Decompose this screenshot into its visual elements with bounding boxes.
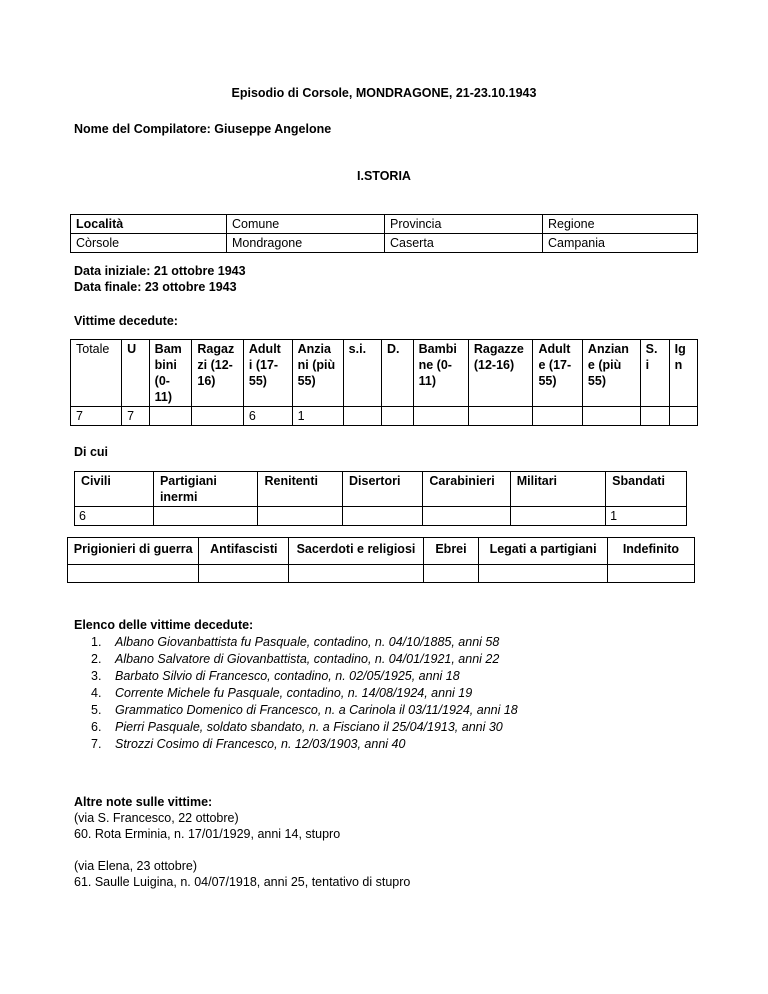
header-line: 55) xyxy=(587,374,606,388)
category2-value-cell xyxy=(199,565,289,583)
header-line: Bam xyxy=(154,342,182,356)
victim-list-item xyxy=(91,736,518,753)
victims-value-cell xyxy=(468,407,533,426)
header-regione: Regione xyxy=(543,215,698,234)
victim-entry: Albano Salvatore di Giovanbattista, contadino, n. 04/01/1921, anni 22 xyxy=(115,652,500,666)
victims-header-cell xyxy=(413,340,468,407)
victim-entry: Barbato Silvio di Francesco, contadino, n. 02/05/1925, anni 18 xyxy=(115,669,460,683)
category2-value-cell xyxy=(607,565,694,583)
victims-header-cell xyxy=(122,340,150,407)
victims-header-cell xyxy=(640,340,669,407)
header-line: n xyxy=(674,358,683,372)
section-title: I.STORIA xyxy=(357,169,411,183)
victim-entry: Pierri Pasquale, soldato sbandato, n. a Fisciano il 25/04/1913, anni 30 xyxy=(115,720,503,734)
header-line: ne (0- xyxy=(418,358,452,372)
category-header-cell: Civili xyxy=(75,472,154,507)
victims-value-cell xyxy=(149,407,192,426)
header-line: D. xyxy=(387,342,400,356)
victims-value-cell xyxy=(413,407,468,426)
victim-entry: Grammatico Domenico di Francesco, n. a Carinola il 03/11/1924, anni 18 xyxy=(115,703,518,717)
header-line: Anzian xyxy=(587,342,629,356)
categories-table-2 xyxy=(67,537,695,583)
header-localita: Località xyxy=(71,215,227,234)
victims-header-cell xyxy=(343,340,381,407)
header-line: Ig xyxy=(674,342,686,356)
victims-value-cell xyxy=(582,407,640,426)
victims-header-cell xyxy=(533,340,582,407)
header-line: Ragaz xyxy=(197,342,235,356)
list-number: 3. xyxy=(91,669,102,683)
header-line: Bambi xyxy=(418,342,457,356)
category2-value-cell xyxy=(479,565,608,583)
victims-value-cell xyxy=(192,407,243,426)
category-value-cell: 6 xyxy=(75,507,154,526)
victim-list-item xyxy=(91,719,518,736)
victims-value-cell: 6 xyxy=(243,407,292,426)
list-number: 4. xyxy=(91,686,102,700)
note-line: (via Elena, 23 ottobre) xyxy=(74,859,197,873)
header-line: i xyxy=(645,358,650,372)
compiler-name: Nome del Compilatore: Giuseppe Angelone xyxy=(74,122,332,136)
header-line: zi (12- xyxy=(197,358,233,372)
victims-value-cell xyxy=(382,407,414,426)
victim-list-item xyxy=(91,668,518,685)
victims-value-cell: 7 xyxy=(122,407,150,426)
header-line: bini xyxy=(154,358,177,372)
category2-header-cell: Sacerdoti e religiosi xyxy=(289,538,423,565)
category2-header-cell: Ebrei xyxy=(423,538,479,565)
header-line: U xyxy=(127,342,137,356)
header-provincia: Provincia xyxy=(385,215,543,234)
note-line: (via S. Francesco, 22 ottobre) xyxy=(74,811,239,825)
victims-header-cell xyxy=(243,340,292,407)
header-line: e (più xyxy=(587,358,622,372)
header-line: 55) xyxy=(297,374,316,388)
header-line: Totale xyxy=(76,342,110,356)
end-date: Data finale: 23 ottobre 1943 xyxy=(74,280,237,294)
category2-value-cell xyxy=(68,565,199,583)
category-value-cell xyxy=(510,507,605,526)
document-title: Episodio di Corsole, MONDRAGONE, 21-23.10.1943 xyxy=(231,86,537,100)
list-number: 6. xyxy=(91,720,102,734)
note-line xyxy=(74,842,410,858)
victim-list-item xyxy=(91,634,518,651)
victims-table xyxy=(70,339,698,426)
category-header-cell: Disertori xyxy=(343,472,423,507)
header-line: S. xyxy=(645,342,658,356)
victim-entry: Strozzi Cosimo di Francesco, n. 12/03/1903, anni 40 xyxy=(115,737,406,751)
victims-value-cell xyxy=(640,407,669,426)
category2-header-cell: Legati a partigiani xyxy=(479,538,608,565)
victims-header-cell xyxy=(71,340,122,407)
category-value-cell xyxy=(343,507,423,526)
victims-value-cell xyxy=(343,407,381,426)
victims-heading: Vittime decedute: xyxy=(74,314,178,328)
value-regione: Campania xyxy=(543,234,698,253)
victims-value-cell xyxy=(533,407,582,426)
header-line: Ragazze xyxy=(473,342,524,356)
header-line: 11) xyxy=(154,390,173,404)
category2-value-cell xyxy=(289,565,423,583)
header-comune: Comune xyxy=(227,215,385,234)
category2-header-cell: Antifascisti xyxy=(199,538,289,565)
di-cui-label: Di cui xyxy=(74,445,109,459)
category-header-cell: Sbandati xyxy=(606,472,687,507)
header-line: (12-16) xyxy=(473,358,515,372)
category-value-cell xyxy=(423,507,510,526)
victims-list xyxy=(91,634,518,753)
category-value-cell xyxy=(258,507,343,526)
header-line: s.i. xyxy=(348,342,367,356)
header-line: Adult xyxy=(248,342,281,356)
victims-header-cell xyxy=(382,340,414,407)
victim-list-item xyxy=(91,702,518,719)
victims-header-cell xyxy=(468,340,533,407)
list-number: 7. xyxy=(91,737,102,751)
notes-heading: Altre note sulle vittime: xyxy=(74,795,213,809)
location-table xyxy=(70,214,698,253)
categories-table xyxy=(74,471,687,526)
category-header-cell: Renitenti xyxy=(258,472,343,507)
header-line: (0- xyxy=(154,374,170,388)
list-number: 1. xyxy=(91,635,102,649)
value-localita: Còrsole xyxy=(71,234,227,253)
header-line: Adult xyxy=(538,342,571,356)
category2-header-cell: Prigionieri di guerra xyxy=(68,538,199,565)
victims-header-cell xyxy=(582,340,640,407)
category-header-cell: Partigiani inermi xyxy=(153,472,258,507)
header-line: 16) xyxy=(197,374,216,388)
list-number: 2. xyxy=(91,652,102,666)
victims-list-heading: Elenco delle vittime decedute: xyxy=(74,618,254,632)
victims-header-cell xyxy=(292,340,343,407)
value-provincia: Caserta xyxy=(385,234,543,253)
header-line: 55) xyxy=(538,374,557,388)
victims-value-cell xyxy=(669,407,697,426)
header-line: e (17- xyxy=(538,358,572,372)
victim-entry: Albano Giovanbattista fu Pasquale, contadino, n. 04/10/1885, anni 58 xyxy=(115,635,500,649)
victim-list-item xyxy=(91,685,518,702)
category2-value-cell xyxy=(423,565,479,583)
note-line: 61. Saulle Luigina, n. 04/07/1918, anni 25, tentativo di stupro xyxy=(74,875,411,889)
victims-header-cell xyxy=(192,340,243,407)
list-number: 5. xyxy=(91,703,102,717)
victims-value-cell: 1 xyxy=(292,407,343,426)
header-line: 11) xyxy=(418,374,436,388)
notes-block xyxy=(74,810,410,890)
victim-list-item xyxy=(91,651,518,668)
header-line: 55) xyxy=(248,374,267,388)
category-header-cell: Carabinieri xyxy=(423,472,510,507)
victims-header-cell xyxy=(149,340,192,407)
header-line: Anzia xyxy=(297,342,331,356)
note-line: 60. Rota Erminia, n. 17/01/1929, anni 14, stupro xyxy=(74,827,341,841)
category-header-cell: Militari xyxy=(510,472,605,507)
category-value-cell: 1 xyxy=(606,507,687,526)
category2-header-cell: Indefinito xyxy=(607,538,694,565)
victims-value-cell: 7 xyxy=(71,407,122,426)
header-line: i (17- xyxy=(248,358,279,372)
start-date: Data iniziale: 21 ottobre 1943 xyxy=(74,264,246,278)
header-line: ni (più xyxy=(297,358,336,372)
category-value-cell xyxy=(153,507,258,526)
victims-header-cell xyxy=(669,340,697,407)
value-comune: Mondragone xyxy=(227,234,385,253)
victim-entry: Corrente Michele fu Pasquale, contadino, n. 14/08/1924, anni 19 xyxy=(115,686,473,700)
